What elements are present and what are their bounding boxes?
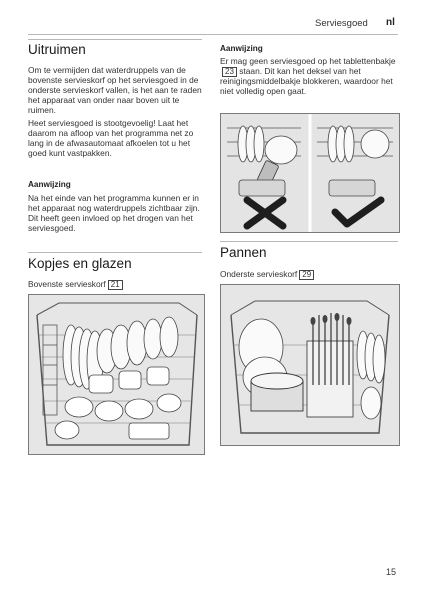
- paragraph-uitruimen-1: Om te vermijden dat waterdruppels van de bovenste servieskorf op het serviesgoed in de onderste servieskorf vallen, is het aan te raden het apparaat van onder naar boven uit te ruimen.: [28, 65, 202, 115]
- header-language: nl: [386, 17, 395, 28]
- heading-aanwijzing-left: Aanwijzing: [28, 180, 71, 189]
- section-rule-uitruimen: [28, 39, 202, 40]
- figure-ref-29: 29: [299, 270, 314, 280]
- page-number: 15: [385, 567, 396, 577]
- tablet-tray-illustration: [220, 113, 400, 233]
- lower-rack-illustration: [220, 284, 400, 446]
- header-section-title: Serviesgoed: [315, 18, 368, 29]
- caption-bovenste-servieskorf: [28, 280, 204, 290]
- heading-kopjes-en-glazen: Kopjes en glazen: [28, 256, 132, 271]
- section-rule-kopjes: [28, 252, 202, 253]
- aanwijzing-right-text-before: Er mag geen serviesgoed op het tablettenbakje: [220, 56, 396, 66]
- heading-aanwijzing-right: Aanwijzing: [220, 44, 263, 53]
- heading-uitruimen: Uitruimen: [28, 42, 86, 57]
- caption-bovenste-text: Bovenste servieskorf: [28, 279, 106, 289]
- section-rule-pannen: [220, 241, 398, 242]
- paragraph-uitruimen-2: Heet serviesgoed is stootgevoelig! Laat het daarom na afloop van het programma net zo lang in de afwasautomaat afkoelen tot u het goed kunt vastpakken.: [28, 118, 194, 158]
- heading-pannen: Pannen: [220, 245, 267, 260]
- figure-ref-23: 23: [222, 67, 237, 77]
- caption-onderste-servieskorf: [220, 270, 398, 280]
- caption-onderste-text: Onderste servieskorf: [220, 269, 298, 279]
- upper-rack-illustration: [28, 294, 205, 455]
- figure-ref-21: 21: [108, 280, 123, 290]
- aanwijzing-right-text-after: staan. Dit kan het deksel van het reinigingsmiddelbakje blokkeren, waardoor het niet volledig open gaat.: [220, 65, 393, 96]
- paragraph-aanwijzing-left: Na het einde van het programma kunnen er in het apparaat nog waterdruppels zichtbaar zijn. Dit heeft geen invloed op het drogen van het serviesgoed.: [28, 193, 200, 233]
- paragraph-aanwijzing-right: [220, 57, 396, 97]
- header-rule: [28, 34, 398, 35]
